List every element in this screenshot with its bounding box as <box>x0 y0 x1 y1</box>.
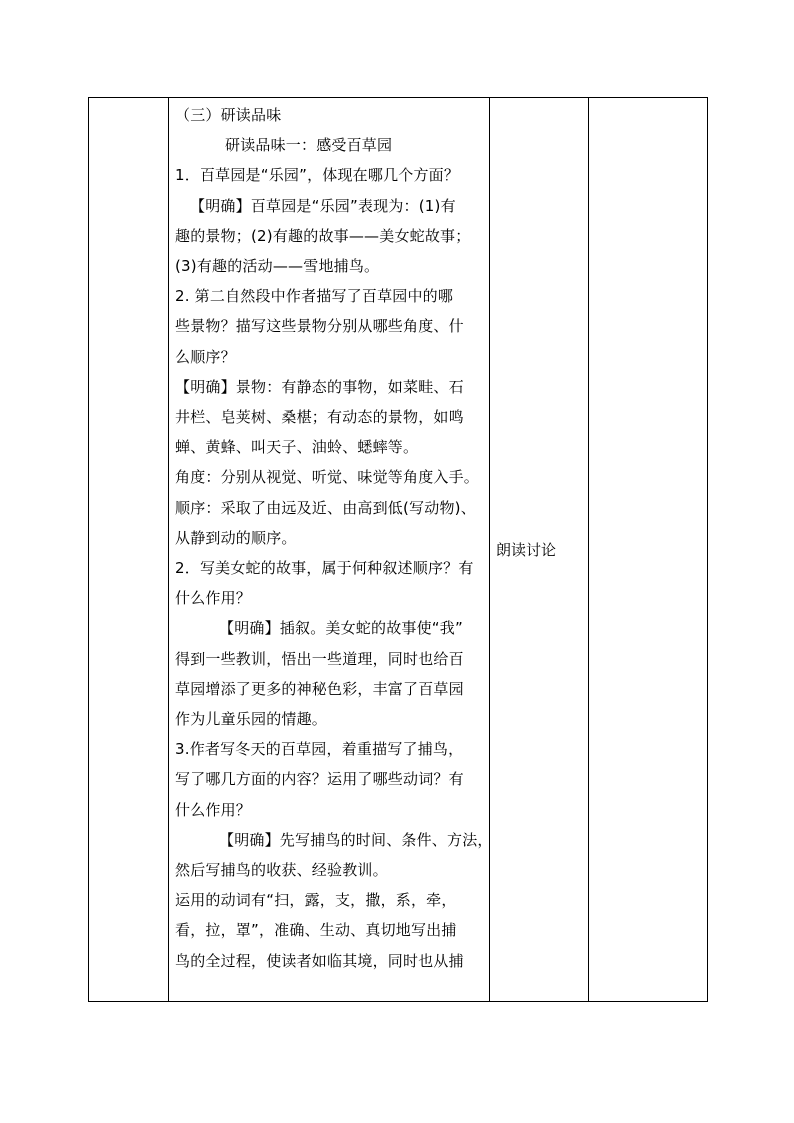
text-line: 从静到动的顺序。 <box>175 528 297 547</box>
text-line: 顺序：采取了由远及近、由高到低(写动物)、 <box>175 498 476 517</box>
text-line: 运用的动词有“扫，露，支，撒，系，牵， <box>175 891 457 910</box>
text-line: 【明确】先写捕鸟的时间、条件、方法， <box>219 830 493 849</box>
section-heading: （三）研读品味 <box>175 106 282 124</box>
sub-heading: 研读品味一：感受百草园 <box>225 136 393 155</box>
text-line: 【明确】百草园是“乐园”表现为：(1)有 <box>190 196 456 215</box>
text-line: 么顺序？ <box>175 347 236 366</box>
text-line: 角度：分别从视觉、听觉、味觉等角度入手。 <box>175 468 480 487</box>
left-empty-cell <box>89 98 169 1002</box>
text-line: 写了哪几方面的内容？运用了哪些动词？有 <box>175 770 464 789</box>
method-cell <box>490 98 589 1002</box>
text-line: 些景物？描写这些景物分别从哪些角度、什 <box>175 317 464 336</box>
text-line: 趣的景物；(2)有趣的故事——美女蛇故事； <box>175 226 471 245</box>
text-line: (3)有趣的活动——雪地捕鸟。 <box>175 257 380 276</box>
text-line: 井栏、皂荚树、桑椹；有动态的景物，如鸣 <box>175 408 464 427</box>
text-line: 2. 第二自然段中作者描写了百草园中的哪 <box>175 287 454 306</box>
text-line: 3.作者写冬天的百草园，着重描写了捕鸟， <box>175 740 464 759</box>
content-cell <box>169 98 493 1002</box>
text-line: 什么作用？ <box>175 589 252 608</box>
text-line: 鸟的全过程，使读者如临其境，同时也从捕 <box>175 951 464 970</box>
text-line: 得到一些教训，悟出一些道理，同时也给百 <box>175 649 464 668</box>
text-line: 蝉、黄蜂、叫天子、油蛉、蟋蟀等。 <box>175 438 419 457</box>
text-line: 【明确】插叙。美女蛇的故事使“我” <box>219 619 463 638</box>
lesson-plan-table <box>88 97 708 1002</box>
table-row <box>89 98 708 1002</box>
text-line: 作为儿童乐园的情趣。 <box>175 710 328 729</box>
text-line: 草园增添了更多的神秘色彩，丰富了百草园 <box>175 679 464 698</box>
text-line: 然后写捕鸟的收获、经验教训。 <box>175 861 388 880</box>
method-label: 朗读讨论 <box>496 540 557 559</box>
right-empty-cell <box>589 98 708 1002</box>
text-line: 什么作用？ <box>175 800 252 819</box>
text-line: 2．写美女蛇的故事，属于何种叙述顺序？有 <box>175 559 474 578</box>
text-line: 看，拉，罩”，准确、生动、真切地写出捕 <box>175 921 457 940</box>
text-line: 1．百草园是“乐园”，体现在哪几个方面？ <box>175 166 460 185</box>
text-line: 【明确】景物：有静态的事物，如菜畦、石 <box>175 377 464 396</box>
